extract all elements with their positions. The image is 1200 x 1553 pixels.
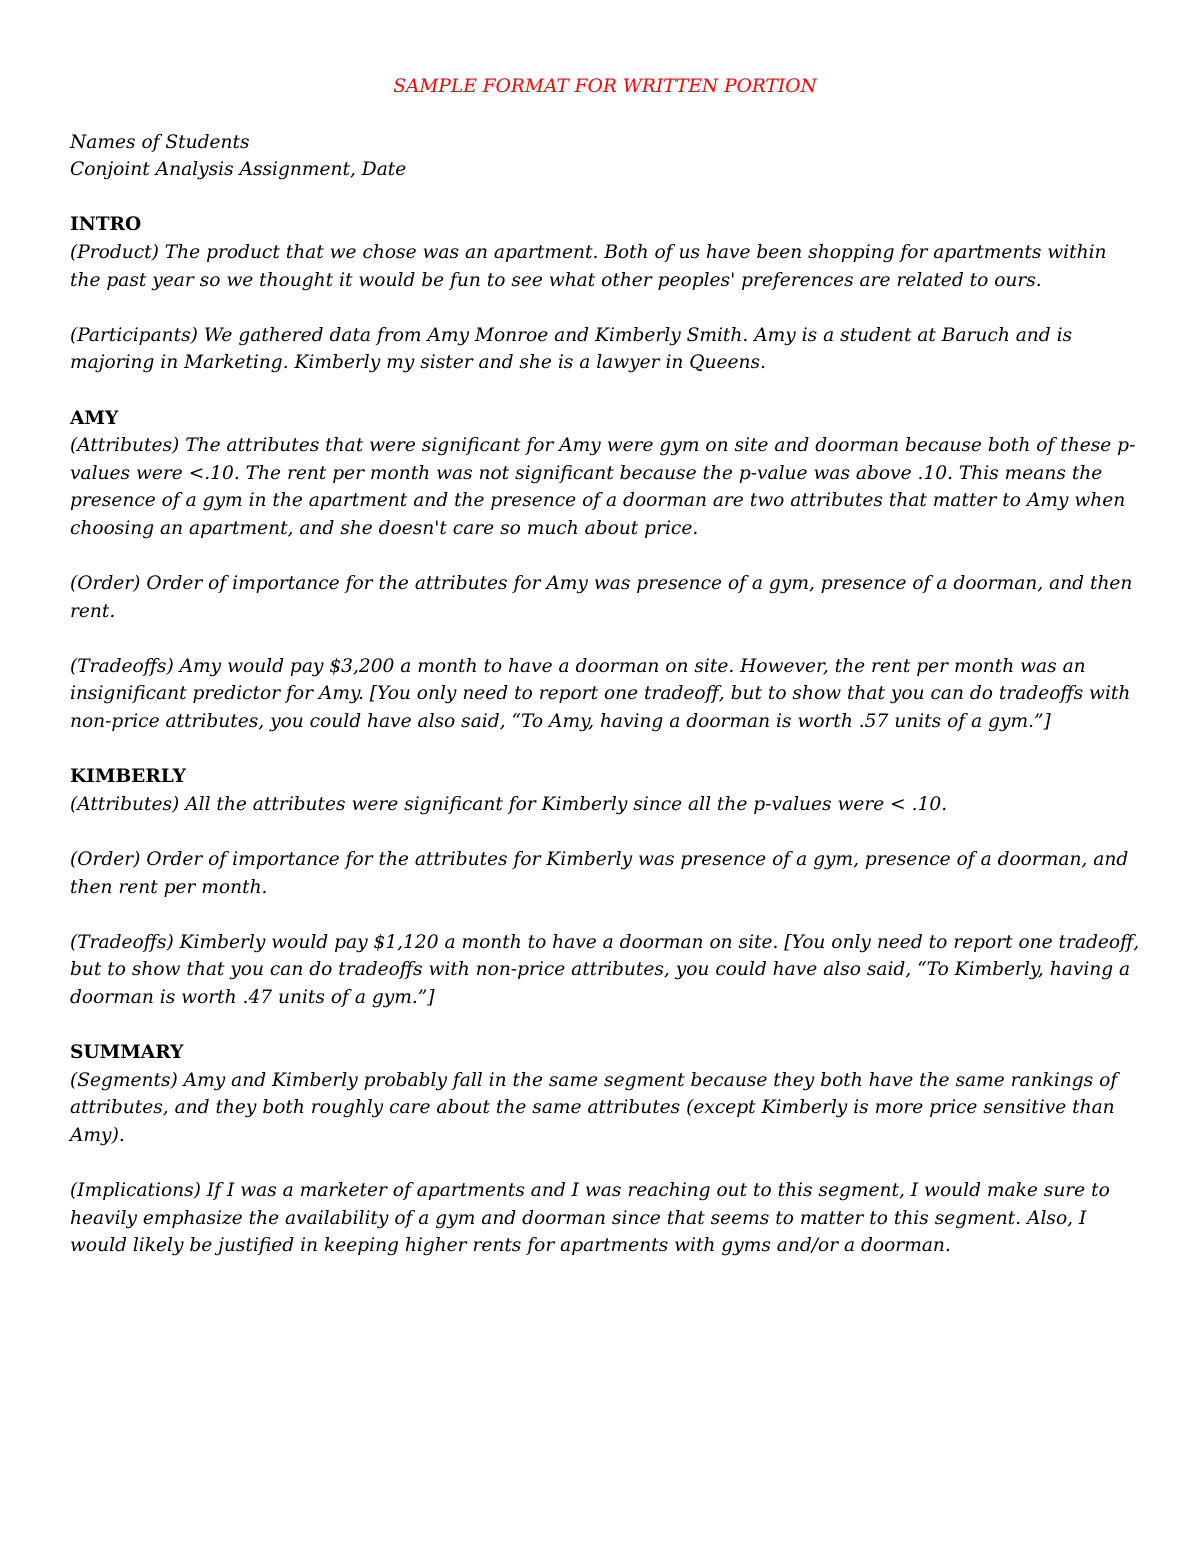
amy-heading: AMY xyxy=(70,407,119,429)
amy-attributes-paragraph: (Attributes) The attributes that were significant for Amy were gym on site and doorman because both of these p-values were <.10. The rent per month was not significant because the p-value was above .10. This means the presence of a gym in the apartment and the presence of a doorman are two attributes that matter to Amy when choosing an apartment, and she doesn't care so much about price. xyxy=(70,435,1136,539)
intro-participants-paragraph: (Participants) We gathered data from Amy Monroe and Kimberly Smith. Amy is a student at Baruch and is majoring in Marketing. Kimberly my sister and she is a lawyer in Queens. xyxy=(70,324,1073,374)
intro-heading: INTRO xyxy=(70,214,142,236)
summary-implications-paragraph: (Implications) If I was a marketer of apartments and I was reaching out to this segment, I would make sure to heavily emphasize the availability of a gym and doorman since that seems to matter to this segment. Also, I would likely be justified in keeping higher rents for apartments with gyms and/or a doorman. xyxy=(70,1180,1110,1257)
spacer xyxy=(70,294,1140,322)
spacer xyxy=(70,818,1140,846)
student-names: Names of Students xyxy=(70,131,250,153)
amy-tradeoffs-paragraph: (Tradeoffs) Amy would pay $3,200 a month to have a doorman on site. However, the rent per month was an insignificant predictor for Amy. [You only need to report one tradeoff, but to show that you can do tradeoffs with non-price attributes, you could have also said, “To Amy, having a doorman is worth .57 units of a gym.”] xyxy=(70,655,1131,733)
spacer xyxy=(70,1012,1140,1040)
spacer xyxy=(70,1150,1140,1178)
spacer xyxy=(70,377,1140,405)
document-body xyxy=(70,73,1140,1260)
amy-order-paragraph: (Order) Order of importance for the attributes for Amy was presence of a gym, presence of a doorman, and then rent. xyxy=(70,573,1133,622)
spacer xyxy=(70,625,1140,653)
kimberly-tradeoffs-paragraph: (Tradeoffs) Kimberly would pay $1,120 a month to have a doorman on site. [You only need to report one tradeoff, but to show that you can do tradeoffs with non-price attributes, you could have also said, “To Kimberly, having a doorman is worth .47 units of a gym.”] xyxy=(70,931,1140,1008)
spacer xyxy=(70,901,1140,929)
kimberly-attributes-paragraph: (Attributes) All the attributes were significant for Kimberly since all the p-values were < .10. xyxy=(70,793,948,815)
summary-heading: SUMMARY xyxy=(70,1042,184,1064)
spacer xyxy=(70,184,1140,212)
document-title: SAMPLE FORMAT FOR WRITTEN PORTION xyxy=(393,76,817,97)
spacer xyxy=(70,736,1140,764)
kimberly-order-paragraph: (Order) Order of importance for the attributes for Kimberly was presence of a gym, presence of a doorman, and then rent per month. xyxy=(70,849,1129,898)
assignment-date: Conjoint Analysis Assignment, Date xyxy=(70,159,407,181)
kimberly-heading: KIMBERLY xyxy=(70,766,186,788)
intro-product-paragraph: (Product) The product that we chose was an apartment. Both of us have been shopping for apartments within the past year so we thought it would be fun to see what other peoples' preferences are related to ours. xyxy=(70,241,1107,291)
spacer xyxy=(70,543,1140,571)
spacer xyxy=(70,101,1140,129)
summary-segments-paragraph: (Segments) Amy and Kimberly probably fall in the same segment because they both have the same rankings of attributes, and they both roughly care about the same attributes (except Kimberly is more price sensitive than Amy). xyxy=(70,1069,1118,1146)
